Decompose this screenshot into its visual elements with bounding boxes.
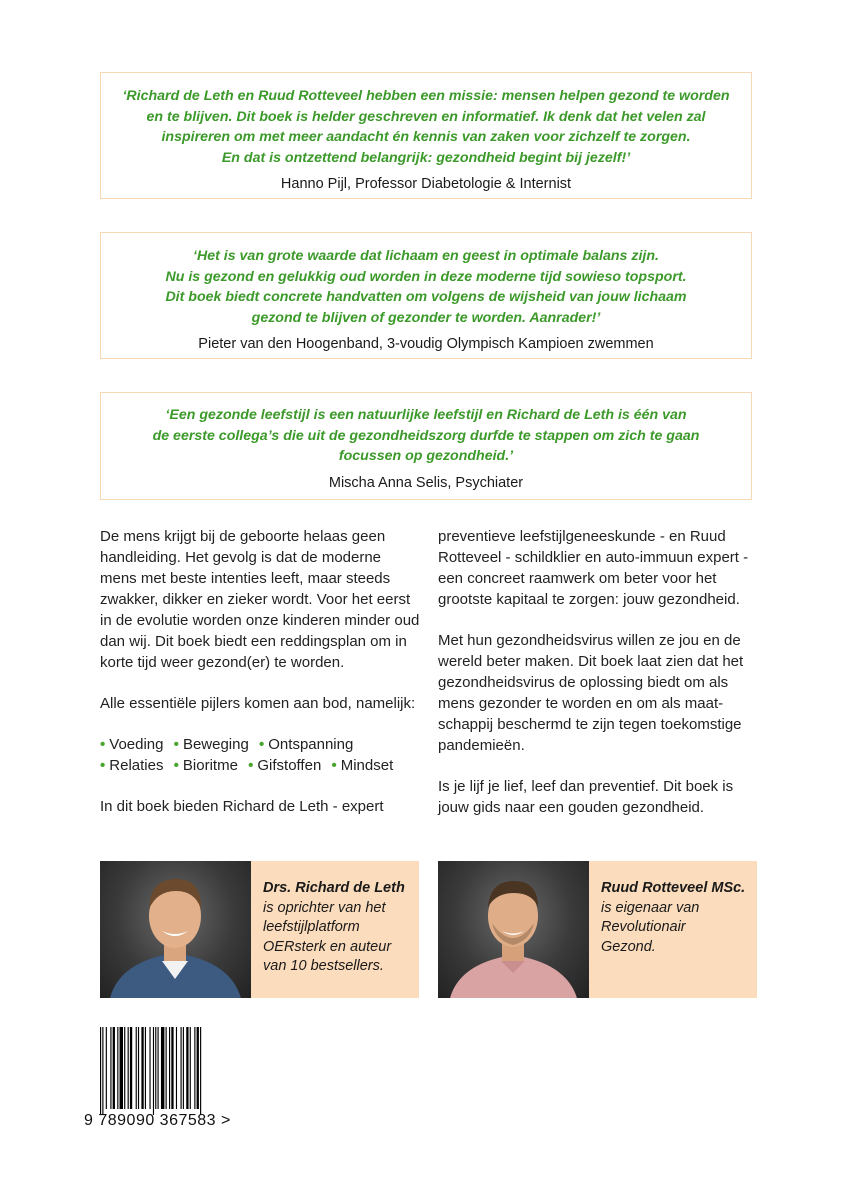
barcode-bar xyxy=(158,1027,159,1109)
quote-box-3 xyxy=(100,392,752,500)
bullet-icon: • xyxy=(248,757,254,774)
author-desc-line: is eigenaar van xyxy=(601,899,700,916)
author-desc-line: van 10 bestsellers. xyxy=(263,958,384,974)
body-column-left xyxy=(100,526,420,837)
barcode-bar xyxy=(166,1027,167,1109)
pillar-item: Bioritme xyxy=(182,757,238,774)
barcode-bar xyxy=(183,1027,184,1109)
body-paragraph: Met hun gezondheidsvirus willen ze jou en de wereld beter maken. Dit boek laat zien dat het gezondheidsvirus de oplossing biedt om als mens gezonder te worden en om als maatschappij beschermd te zijn tegen toekomstige pandemieën. xyxy=(438,632,744,754)
barcode-bar xyxy=(200,1027,201,1115)
bullet-icon: • xyxy=(331,757,337,774)
barcode-bar xyxy=(161,1027,164,1109)
quote-line: En dat is ontzettend belangrijk: gezondheid begint bij jezelf!’ xyxy=(221,149,631,166)
author-photo xyxy=(100,861,251,998)
pillar-item: Mindset xyxy=(340,757,394,774)
barcode-bar xyxy=(106,1027,107,1109)
author-bio xyxy=(251,861,419,998)
quote-line: gezond te blijven of gezonder te worden. Aanrader!’ xyxy=(251,309,601,326)
author-bio xyxy=(589,861,757,998)
bullet-icon: • xyxy=(173,736,179,753)
body-paragraph: Alle essentiële pijlers komen aan bod, namelijk: xyxy=(100,695,416,712)
pillars-row xyxy=(100,734,420,755)
isbn-number: 9 789090 367583 > xyxy=(84,1112,231,1129)
barcode-bar xyxy=(149,1027,150,1109)
barcode-bar xyxy=(110,1027,111,1109)
quote-author: Mischa Anna Selis, Psychiater xyxy=(328,474,524,491)
author-desc-line: is oprichter van het xyxy=(263,899,386,916)
barcode-bar xyxy=(113,1027,115,1109)
body-column-right xyxy=(438,526,760,838)
author-card-ruud xyxy=(438,861,757,998)
pillar-item: Gifstoffen xyxy=(257,757,322,774)
pillars-list xyxy=(100,734,420,776)
body-paragraph: preventieve leefstijlgeneeskunde - en Ruud Rotteveel - schildklier en auto-immuun expert - een concreet raamwerk om beter voor het grootste kapitaal te zorgen: jouw gezondheid. xyxy=(438,528,749,608)
bullet-icon: • xyxy=(100,757,106,774)
pillars-row xyxy=(100,755,420,776)
author-desc-line: OERsterk en auteur xyxy=(263,938,392,955)
barcode-bar xyxy=(124,1027,125,1109)
quote-line: de eerste collega’s die uit de gezondheidszorg durfde te stappen om zich te gaan xyxy=(152,427,700,444)
body-paragraph: Is je lijf je lief, leef dan preventief. Dit boek is jouw gids naar een gouden gezondheid. xyxy=(438,778,734,816)
barcode-bar xyxy=(141,1027,143,1109)
quote-text xyxy=(101,86,751,168)
author-card-richard xyxy=(100,861,419,998)
quote-text xyxy=(101,246,751,328)
author-name: Ruud Rotteveel MSc. xyxy=(601,880,746,896)
barcode-bar xyxy=(102,1027,103,1115)
barcode-bar xyxy=(136,1027,137,1109)
author-photo xyxy=(438,861,589,998)
quote-line: Nu is gezond en gelukkig oud worden in deze moderne tijd sowieso topsport. xyxy=(165,268,687,285)
quote-line: inspireren om met meer aandacht én kennis van zaken voor zichzelf te zorgen. xyxy=(161,129,691,145)
bullet-icon: • xyxy=(173,757,179,774)
barcode-bar xyxy=(194,1027,195,1109)
barcode-bar xyxy=(190,1027,191,1109)
quote-line: Dit boek biedt concrete handvatten om volgens de wijsheid van jouw lichaam xyxy=(165,289,687,305)
bullet-icon: • xyxy=(100,736,106,753)
quote-line: en te blijven. Dit boek is helder geschreven en informatief. Ik denk dat het velen zal xyxy=(146,108,706,125)
quote-line: ‘Een gezonde leefstijl is een natuurlijke leefstijl en Richard de Leth is één van xyxy=(165,407,687,423)
author-desc-line: leefstijlplatform xyxy=(263,919,360,935)
pillar-item: Beweging xyxy=(182,736,249,753)
barcode-bar xyxy=(171,1027,173,1109)
quote-author: Hanno Pijl, Professor Diabetologie & Internist xyxy=(280,176,572,192)
barcode-bar xyxy=(100,1027,101,1115)
barcode-bar xyxy=(130,1027,132,1109)
barcode-bar xyxy=(169,1027,170,1109)
barcode-bar xyxy=(155,1027,156,1109)
quote-author: Pieter van den Hoogenband, 3-voudig Olympisch Kampioen zwemmen xyxy=(198,336,654,352)
barcode-bar xyxy=(181,1027,182,1109)
quote-box-1 xyxy=(100,72,752,199)
barcode-bar xyxy=(197,1027,199,1109)
quote-line: ‘Richard de Leth en Ruud Rotteveel hebben een missie: mensen helpen gezond te worden xyxy=(122,88,730,104)
barcode-bar xyxy=(128,1027,129,1109)
bullet-icon: • xyxy=(259,736,265,753)
quote-line: ‘Het is van grote waarde dat lichaam en geest in optimale balans zijn. xyxy=(193,248,659,264)
body-paragraph: In dit boek bieden Richard de Leth - expert xyxy=(100,798,384,815)
person-portrait-icon xyxy=(438,861,589,998)
pillar-item: Relaties xyxy=(109,757,164,774)
barcode-bar xyxy=(153,1027,154,1115)
quote-line: focussen op gezondheid.’ xyxy=(338,448,514,464)
person-portrait-icon xyxy=(100,861,251,998)
pillar-item: Ontspanning xyxy=(268,736,354,753)
barcode-bar xyxy=(117,1027,118,1109)
pillar-item: Voeding xyxy=(109,736,164,753)
isbn-barcode xyxy=(100,1027,235,1115)
quote-text xyxy=(101,405,751,467)
body-paragraph: De mens krijgt bij de geboorte helaas geen handleiding. Het gevolg is dat de moderne mens met beste intenties leeft, maar steeds zwakker, dikker en zieker wordt. Voor het eerst in de evolutie worden onze kinderen minder oud dan wij. Dit boek biedt een reddingsplan om in korte tijd weer gezond(er) te worden. xyxy=(100,528,420,671)
barcode-bar xyxy=(186,1027,188,1109)
barcode-bar xyxy=(120,1027,123,1109)
quote-box-2 xyxy=(100,232,752,359)
barcode-bar xyxy=(138,1027,139,1109)
author-desc-line: Revolutionair xyxy=(601,919,686,935)
author-desc-line: Gezond. xyxy=(601,938,656,955)
author-name: Drs. Richard de Leth xyxy=(263,880,405,896)
barcode-bar xyxy=(145,1027,146,1109)
barcode-bar xyxy=(176,1027,177,1109)
